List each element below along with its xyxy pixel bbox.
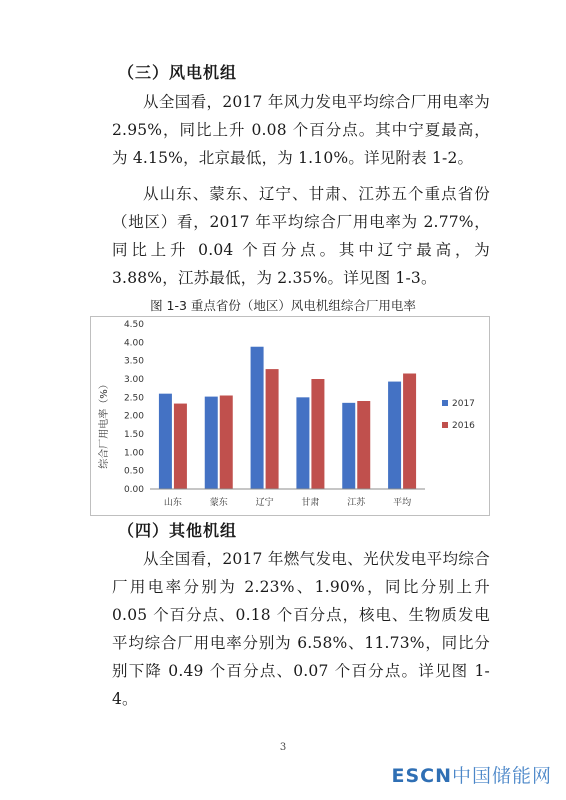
x-tick-label: 平均 bbox=[393, 498, 412, 508]
chart-frame bbox=[91, 317, 490, 516]
x-tick-label: 蒙东 bbox=[209, 498, 228, 508]
escn-watermark-logo bbox=[391, 761, 552, 788]
legend-swatch-2017 bbox=[442, 400, 448, 406]
section-heading-wind: （三）风电机组 bbox=[118, 63, 238, 82]
y-tick-label: 2.50 bbox=[123, 393, 144, 404]
y-tick-label: 3.00 bbox=[123, 375, 144, 385]
y-tick-label: 2.00 bbox=[123, 411, 144, 422]
y-tick-label: 4.00 bbox=[123, 338, 144, 349]
y-tick-label: 1.50 bbox=[123, 430, 144, 440]
x-tick-label: 甘肃 bbox=[301, 498, 320, 508]
bar-chart bbox=[90, 316, 490, 516]
x-tick-label: 山东 bbox=[163, 498, 182, 508]
page-number: 3 bbox=[279, 742, 287, 753]
legend-swatch-2016 bbox=[442, 422, 448, 428]
paragraph-other-units bbox=[112, 545, 490, 713]
bar-2017-蒙东 bbox=[205, 397, 218, 489]
paragraph-wind-provinces bbox=[112, 180, 490, 292]
y-tick-label: 0.50 bbox=[123, 466, 144, 477]
watermark-site: 中国储能网 bbox=[451, 765, 552, 787]
section-heading-other: （四）其他机组 bbox=[118, 521, 238, 540]
paragraph-text: 从山东、蒙东、辽宁、甘肃、江苏五个重点省份（地区）看，2017 年平均综合厂用电率为 2.77%，同比上升 0.04 个百分点。其中辽宁最高，为 3.88%，江苏最低，为 2.35%。详见图 1-3。 bbox=[112, 185, 490, 287]
bar-2017-山东 bbox=[159, 394, 172, 489]
bar-2017-甘肃 bbox=[296, 397, 309, 489]
paragraph-text: 从全国看，2017 年风力发电平均综合厂用电率为 2.95%，同比上升 0.08 个百分点。其中宁夏最高，为 4.15%，北京最低，为 1.10%。详见附表 1-2。 bbox=[112, 93, 490, 167]
bar-2016-平均 bbox=[403, 374, 416, 490]
watermark-brand: ESCN bbox=[391, 765, 452, 787]
y-tick-label: 3.50 bbox=[123, 356, 144, 367]
y-tick-label: 0.00 bbox=[123, 485, 144, 495]
bar-2016-甘肃 bbox=[311, 379, 324, 489]
bar-2017-平均 bbox=[388, 382, 401, 489]
bar-2016-蒙东 bbox=[220, 396, 233, 490]
bar-2016-山东 bbox=[174, 404, 187, 489]
y-axis-label: 综合厂用电率（%） bbox=[99, 379, 110, 469]
bar-2017-辽宁 bbox=[251, 347, 264, 489]
legend-label: 2017 bbox=[452, 399, 475, 409]
y-tick-label: 4.50 bbox=[123, 320, 144, 330]
y-tick-label: 1.00 bbox=[123, 448, 144, 459]
paragraph-wind-national bbox=[112, 88, 490, 172]
paragraph-text: 从全国看，2017 年燃气发电、光伏发电平均综合厂用电率分别为 2.23%、1.90%，同比分别上升 0.05 个百分点、0.18 个百分点，核电、生物质发电平均综合厂用电率分别为 6.58%、11.73%，同比分别下降 0.49 个百分点、0.07 个百分点。详见图 1-4。 bbox=[112, 550, 490, 708]
bar-2016-辽宁 bbox=[266, 369, 279, 489]
bar-2016-江苏 bbox=[357, 401, 370, 489]
x-tick-label: 辽宁 bbox=[255, 498, 274, 508]
bar-2017-江苏 bbox=[342, 403, 355, 489]
chart-title: 图 1-3 重点省份（地区）风电机组综合厂用电率 bbox=[150, 298, 416, 313]
legend-label: 2016 bbox=[452, 421, 475, 431]
x-tick-label: 江苏 bbox=[347, 498, 366, 508]
